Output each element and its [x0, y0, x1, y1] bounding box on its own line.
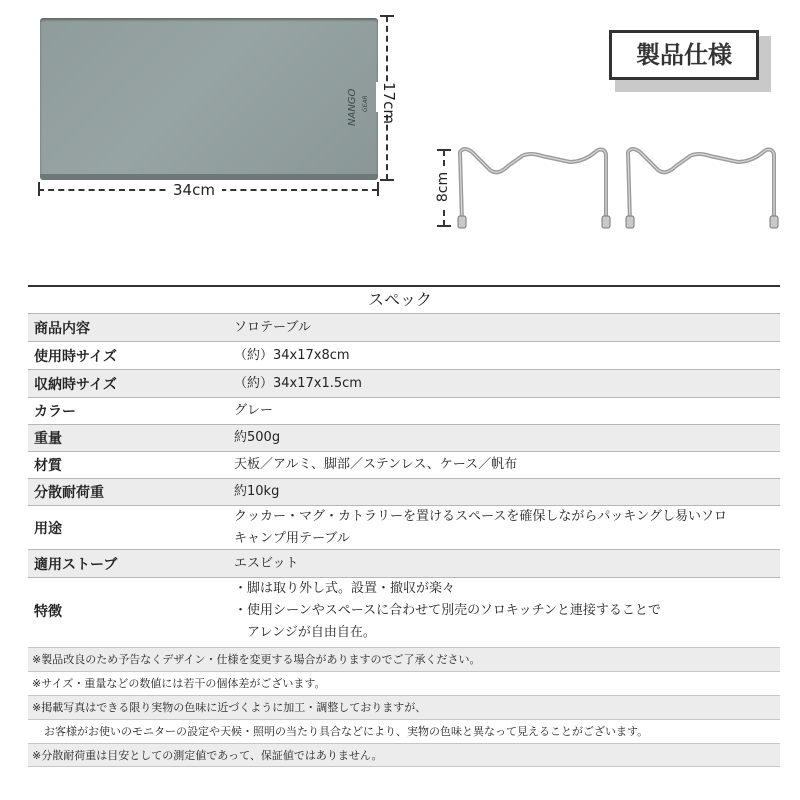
spec-value: 約500g — [234, 430, 281, 445]
height-dimension-cap-top — [380, 15, 394, 17]
table-row — [28, 369, 780, 397]
leg-dimension-cap-bottom — [437, 225, 451, 227]
spec-value: ・脚は取り外し式。設置・撤収が楽々 ・使用シーンやスペースに合わせて別売のソロキッチンと連接することで アレンジが自由自在。 — [234, 580, 661, 640]
spec-key: カラー — [34, 404, 76, 420]
spec-key: 適用ストーブ — [34, 556, 118, 573]
spec-key: 使用時サイズ — [34, 348, 117, 365]
spec-value: エスビット — [234, 555, 299, 571]
spec-key: 商品内容 — [34, 320, 90, 337]
spec-value: グレー — [234, 403, 274, 418]
table-row — [28, 313, 780, 341]
spec-key: 収納時サイズ — [34, 376, 117, 393]
spec-value: （約）34x17x1.5cm — [234, 375, 362, 391]
leg-dimension-label: 8cm — [435, 167, 453, 207]
note: お客様がお使いのモニターの設定や天候・照明の当たり具合などにより、実物の色味と異なって見えることがございます。 — [28, 719, 780, 743]
wire-legs-image — [450, 140, 790, 235]
note: ※分散耐荷重は目安としての測定値であって、保証値ではありません。 — [28, 743, 780, 767]
spec-badge: 製品仕様 — [609, 30, 759, 80]
logo-line1: NANGO — [347, 88, 358, 126]
width-dimension-cap-right — [377, 182, 379, 196]
width-dimension-cap-left — [38, 182, 40, 196]
height-dimension-label: 17cm — [376, 82, 398, 112]
note: ※製品改良のため予告なくデザイン・仕様を変更する場合がありますのでご了承ください。 — [28, 647, 780, 671]
table-row — [28, 424, 780, 451]
spec-key: 用途 — [34, 520, 62, 537]
note: ※サイズ・重量などの数値には若干の個体差がございます。 — [28, 671, 780, 695]
spec-value: ソロテーブル — [234, 319, 311, 335]
table-row — [28, 341, 780, 369]
logo-line2: GEAR — [362, 95, 369, 112]
spec-value: 天板／アルミ、脚部／ステンレス、ケース／帆布 — [234, 457, 518, 472]
spec-key: 材質 — [34, 458, 62, 474]
table-row — [28, 397, 780, 424]
spec-value: （約）34x17x8cm — [234, 347, 350, 363]
leg-dimension-cap-top — [437, 149, 451, 151]
note: ※掲載写真はできる限り実物の色味に近づくように加工・調整しておりますが、 — [28, 695, 780, 719]
spec-key: 特徴 — [34, 603, 62, 620]
table-row — [28, 451, 780, 478]
spec-table — [28, 313, 780, 643]
width-dimension-label: 34cm — [166, 180, 222, 200]
table-row — [28, 505, 780, 549]
brand-logo — [345, 60, 371, 130]
spec-value: クッカー・マグ・カトラリーを置けるスペースを確保しながらパッキングし易いソロ キャンプ用テーブル — [234, 508, 727, 546]
spec-value: 約10kg — [234, 484, 280, 499]
table-row — [28, 549, 780, 577]
notes — [28, 647, 780, 767]
table-row — [28, 478, 780, 505]
spec-title-rule — [28, 285, 780, 287]
spec-key: 重量 — [34, 431, 62, 447]
table-row — [28, 577, 780, 643]
spec-title: スペック — [367, 290, 432, 309]
spec-key: 分散耐荷重 — [34, 485, 104, 501]
table-top-image — [40, 18, 378, 178]
height-dimension-cap-bottom — [380, 179, 394, 181]
